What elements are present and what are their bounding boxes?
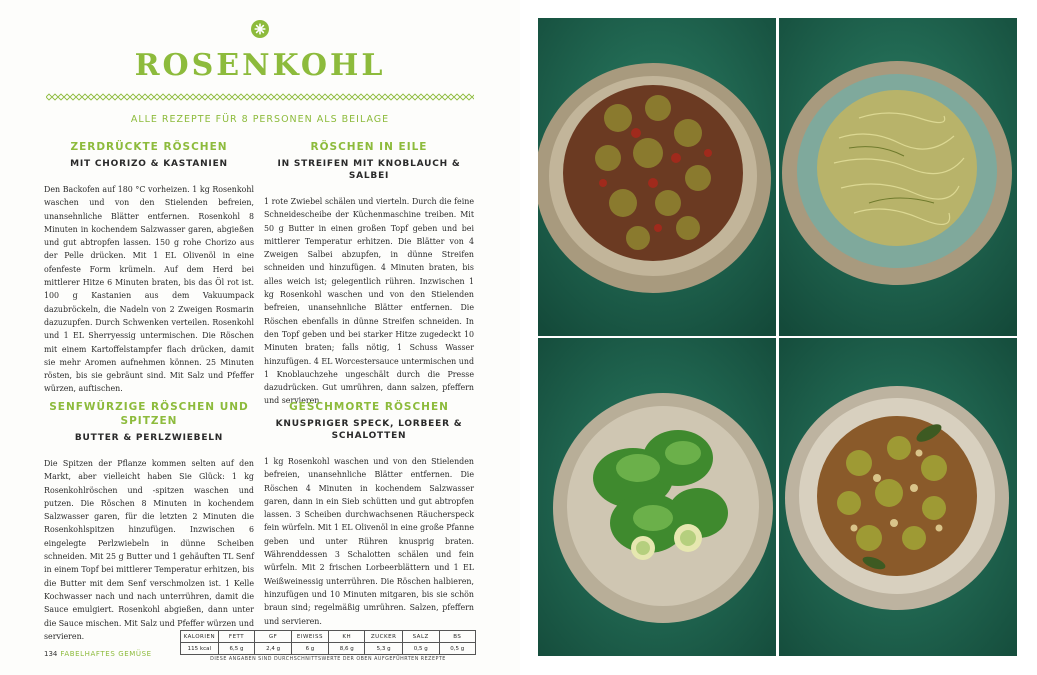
recipe-zerdrueckte-roeschen	[44, 140, 254, 396]
recipe-text: Die Spitzen der Pflanze kommen selten auf den Markt, aber vielleicht haben Sie Glück: 1 kg Rosenkohlröschen und -spitzen waschen und putzen. Die Röschen 8 Minuten in kochendem Salzwasser garen, für die letzten 2 Minuten die Rosenkohlspitzen hinzufügen. Inzwischen 6 eingelegte Perlzwiebeln in dünne Scheiben schneiden. Mit 25 g Butter und 1 gehäuften TL Senf in einem Topf bei mittlerer Temperatur erhitzen, bis die Butter mit dem Senf verschmolzen ist. 1 Kelle Kochwasser nach und nach unterrühren, damit die Sauce emulgiert. Rosenkohl abgießen, dann unter die Sauce mischen. Mit Salz und Pfeffer würzen und servieren.	[44, 459, 254, 641]
photo-braised-sprouts	[779, 338, 1017, 656]
section-name: FABELHAFTES GEMÜSE	[60, 650, 152, 658]
recipe-title: SENFWÜRZIGE RÖSCHEN UND SPITZEN	[49, 401, 249, 427]
recipes-subtitle: ALLE REZEPTE FÜR 8 PERSONEN ALS BEILAGE	[130, 114, 390, 125]
photo-chorizo-sprouts	[538, 18, 776, 336]
recipe-subtitle: IN STREIFEN MIT KNOBLAUCH & SALBEI	[277, 159, 461, 181]
nutrition-value-cell: 115 kcal	[181, 643, 219, 655]
nutrition-header-cell: KALORIEN	[181, 631, 219, 643]
recipe-senfwuerzige-roeschen	[44, 400, 254, 643]
page-number: 134	[44, 650, 58, 658]
photo-shredded-sprouts	[779, 18, 1017, 336]
nutrition-value-row	[181, 643, 476, 655]
photo-sprout-tops	[538, 338, 776, 656]
page-footer	[44, 650, 152, 658]
nutrition-header-cell: BS	[439, 631, 475, 643]
nutrition-header-cell: KH	[329, 631, 365, 643]
nutrition-value-cell: 6 g	[291, 643, 328, 655]
recipe-roeschen-in-eile	[264, 140, 474, 408]
nutrition-note: DIESE ANGABEN SIND DURCHSCHNITTSWERTE DER OBEN AUFGEFÜHRTEN REZEPTE	[210, 657, 446, 662]
recipe-title: ZERDRÜCKTE RÖSCHEN	[70, 141, 228, 153]
recipe-title: RÖSCHEN IN EILE	[310, 141, 428, 153]
recipe-subtitle: KNUSPRIGER SPECK, LORBEER & SCHALOTTEN	[275, 419, 463, 441]
recipe-title: GESCHMORTE RÖSCHEN	[289, 401, 449, 413]
star-icon	[251, 20, 269, 38]
nutrition-header-cell: ZUCKER	[365, 631, 402, 643]
nutrition-value-cell: 5,3 g	[365, 643, 402, 655]
nutrition-header-cell: EIWEISS	[291, 631, 328, 643]
recipe-subtitle: BUTTER & PERLZWIEBELN	[74, 433, 224, 443]
nutrition-value-cell: 6,5 g	[218, 643, 255, 655]
nutrition-value-cell: 0,5 g	[439, 643, 475, 655]
recipe-text: 1 kg Rosenkohl waschen und von den Stielenden befreien, unansehnliche Blätter entfernen. Die Röschen 4 Minuten in kochendem Salzwasser garen, dann in ein Sieb schütten und gut abtropfen lassen. 3 Scheiben durchwachsenen Räucherspeck fein würfeln. Mit 1 EL Olivenöl in eine große Pfanne geben und unter Rühren knusprig braten. Währenddessen 3 Schalotten schälen und fein würfeln. Mit 2 frischen Lorbeerblättern und 1 EL Weißweinessig unterrühren. Die Röschen halbieren, hinzufügen und 10 Minuten mitgaren, bis sie schön braun sind; regelmäßig umrühren. Salzen, pfeffern und servieren.	[264, 457, 474, 626]
nutrition-table	[180, 630, 476, 655]
page-title: ROSENKOHL	[134, 48, 386, 83]
nutrition-value-cell: 8,6 g	[329, 643, 365, 655]
recipe-subtitle: MIT CHORIZO & KASTANIEN	[70, 159, 228, 169]
ornament-divider	[46, 93, 474, 101]
recipe-text: 1 rote Zwiebel schälen und vierteln. Durch die feine Schneidescheibe der Küchenmaschine treiben. Mit 50 g Butter in einen großen Topf geben und bei mittlerer Temperatur erhitzen. Die Blätter von 4 Zweigen Salbei abzupfen, in dünne Streifen schneiden und hinzufügen. 4 Minuten braten, bis alles weich ist; gelegentlich rühren. Inzwischen 1 kg Rosenkohl waschen und von den Stielenden befreien, unansehnliche Blätter entfernen. Die Röschen ebenfalls in dünne Streifen schneiden. In den Topf geben und bei starker Hitze zugedeckt 10 Minuten braten; falls nötig, 1 Schuss Wasser hinzufügen. 4 EL Worcestersauce untermischen und 1 Knoblauchzehe ungeschält durch die Presse dazudrücken. Gut umrühren, dann salzen, pfeffern und servieren.	[264, 197, 474, 406]
nutrition-value-cell: 2,4 g	[255, 643, 291, 655]
nutrition-value-cell: 0,5 g	[402, 643, 439, 655]
recipe-text: Den Backofen auf 180 °C vorheizen. 1 kg Rosenkohl waschen und von den Stielenden befreien, unansehnliche Blätter entfernen. Rosenkohl 8 Minuten in kochendem Salzwasser garen, abgießen und gut abtropfen lassen. 150 g rohe Chorizo aus der Pelle drücken. Mit 1 EL Olivenöl in eine ofenfeste Form krümeln. Auf dem Herd bei mittlerer Hitze 6 Minuten braten, bis das Öl rot ist. 100 g Kastanien aus dem Vakuumpack dazubröckeln, die Nadeln von 2 Zweigen Rosmarin dazuzupfen. Durch Schwenken verteilen. Rosenkohl und 1 EL Sherryessig untermischen. Die Röschen mit einem Kartoffelstampfer flach drücken, damit sie mehr Aromen aufnehmen können. 25 Minuten rösten, bis sie gebräunt sind. Mit Salz und Pfeffer würzen, auftischen.	[44, 185, 254, 394]
nutrition-header-row	[181, 631, 476, 643]
right-page	[520, 0, 1037, 675]
nutrition-header-cell: GF	[255, 631, 291, 643]
nutrition-header-cell: SALZ	[402, 631, 439, 643]
recipe-geschmorte-roeschen	[264, 400, 474, 628]
nutrition-header-cell: FETT	[218, 631, 255, 643]
